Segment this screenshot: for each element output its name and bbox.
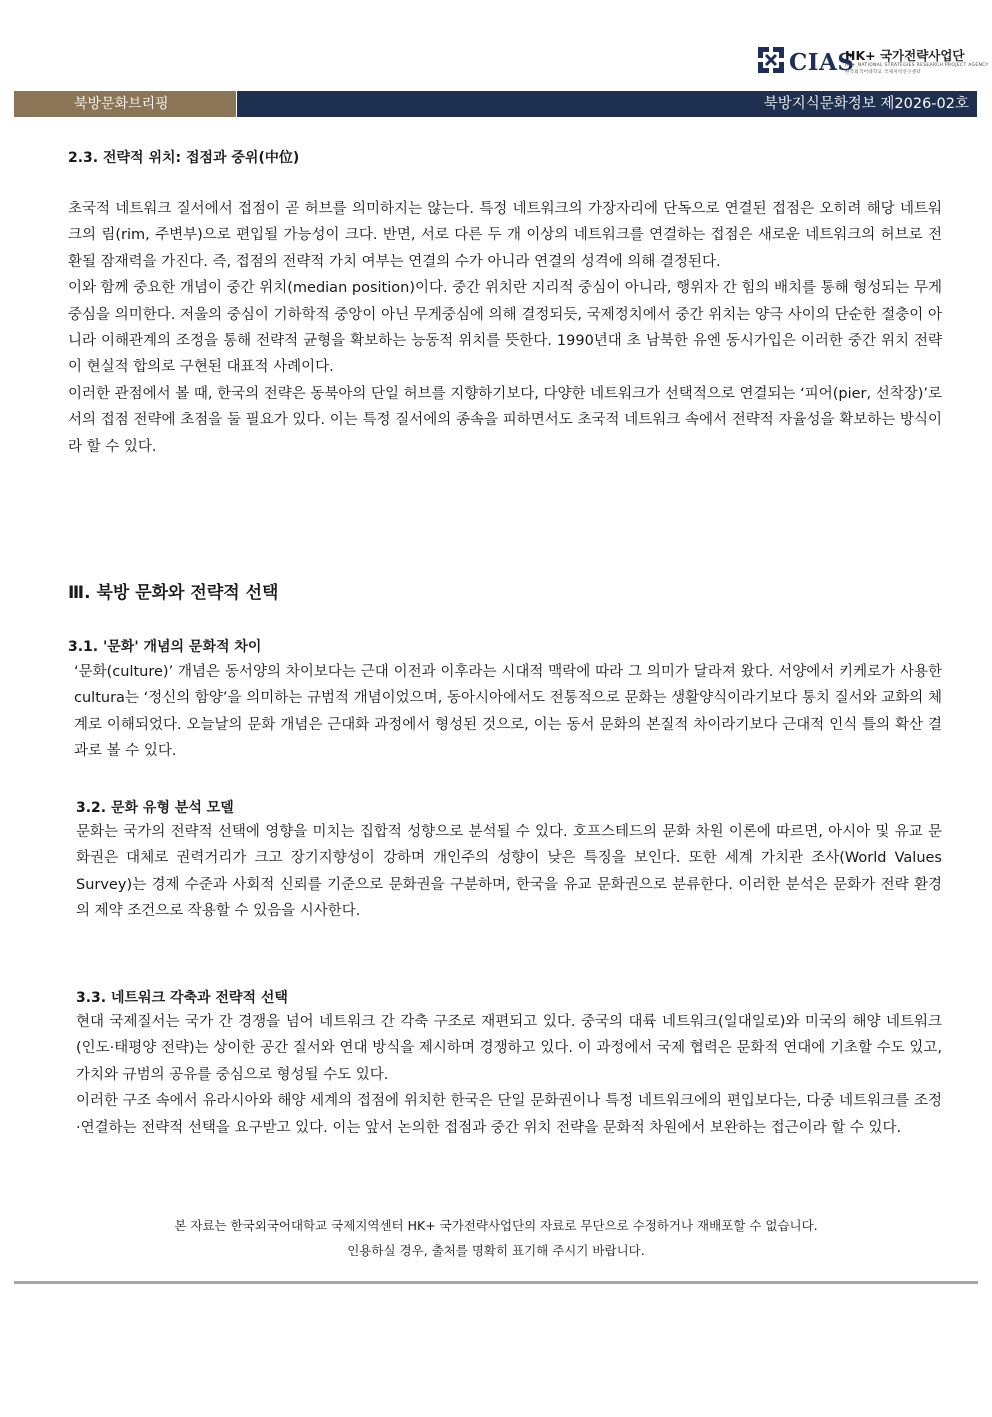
- footer-divider: [14, 1281, 978, 1284]
- cias-logo: [755, 44, 989, 80]
- chapter-3-title: Ⅲ. 북방 문화와 전략적 선택: [68, 583, 279, 603]
- paragraph: 초국적 네트워크 질서에서 접점이 곧 허브를 의미하지는 않는다. 특정 네트워크의 가장자리에 단독으로 연결된 접점은 오히려 해당 네트워크의 림(rim, 주변부)으로 편입될 가능성이 크다. 반면, 서로 다른 두 개 이상의 네트워크를 연결하는 접점은 새로운 네트워크의 허브로 전환될 잠재력을 가진다. 즉, 접점의 전략적 가치 여부는 연결의 수가 아니라 연결의 성격에 의해 결정된다.: [68, 201, 942, 270]
- section-2-3-title: 2.3. 전략적 위치: 접점과 중위(中位): [68, 150, 300, 166]
- section-3-2-text: [76, 819, 942, 925]
- header-issue-label: 북방지식문화정보 제2026-02호: [237, 91, 977, 117]
- section-3-2-title: 3.2. 문화 유형 분석 모델: [76, 800, 234, 816]
- logo-subtitle-en: HK+ NATIONAL STRATEGIES RESEARCH PROJECT AGENCY: [845, 63, 989, 68]
- logo-brand: CIAS: [789, 49, 855, 76]
- paragraph: ‘문화(culture)’ 개념은 동서양의 차이보다는 근대 이전과 이후라는 시대적 맥락에 따라 그 의미가 달라져 왔다. 서양에서 키케로가 사용한 cultura는 ‘정신의 함양’을 의미하는 규범적 개념이었으며, 동아시아에서도 전통적으로 문화는 생활양식이라기보다 통치 질서와 교화의 체계로 이해되었다. 오늘날의 문화 개념은 근대화 과정에서 형성된 것으로, 이는 동서 문화의 본질적 차이라기보다 근대적 인식 틀의 확산 결과로 볼 수 있다.: [74, 664, 942, 760]
- section-3-3-text: [76, 1009, 942, 1141]
- section-2-3-text: [68, 196, 942, 460]
- section-3-3-title: 3.3. 네트워크 각축과 전략적 선택: [76, 990, 288, 1006]
- paragraph: 이러한 관점에서 볼 때, 한국의 전략은 동북아의 단일 허브를 지향하기보다, 다양한 네트워크가 선택적으로 연결되는 ‘피어(pier, 선착장)’로서의 접점 전략에 초점을 둘 필요가 있다. 이는 특정 질서에의 종속을 피하면서도 초국적 네트워크 속에서 전략적 자율성을 확보하는 방식이라 할 수 있다.: [68, 385, 942, 455]
- paragraph: 문화는 국가의 전략적 선택에 영향을 미치는 집합적 성향으로 분석될 수 있다. 호프스테드의 문화 차원 이론에 따르면, 아시아 및 유교 문화권은 대체로 권력거리가 크고 장기지향성이 강하며 개인주의 성향이 낮은 특징을 보인다. 또한 세계 가치관 조사(World Values Survey)는 경제 수준과 사회적 신뢰를 기준으로 문화권을 구분하며, 한국을 유교 문화권으로 분류한다. 이러한 분석은 문화가 전략 환경의 제약 조건으로 작용할 수 있음을 시사한다.: [76, 824, 942, 920]
- paragraph: 현대 국제질서는 국가 간 경쟁을 넘어 네트워크 간 각축 구조로 재편되고 있다. 중국의 대륙 네트워크(일대일로)와 미국의 해양 네트워크(인도·태평양 전략)는 상이한 공간 질서와 연대 방식을 제시하며 경쟁하고 있다. 이 과정에서 국제 협력은 문화적 연대에 기초할 수도 있고, 가치와 규범의 공유를 중심으로 형성될 수도 있다.: [76, 1014, 942, 1083]
- paragraph: 이와 함께 중요한 개념이 중간 위치(median position)이다. 중간 위치란 지리적 중심이 아니라, 행위자 간 힘의 배치를 통해 형성되는 무게중심을 의미한다. 저울의 중심이 기하학적 중앙이 아닌 무게중심에 의해 결정되듯, 국제정치에서 중간 위치는 양극 사이의 단순한 절충이 아니라 이해관계의 조정을 통해 전략적 균형을 확보하는 능동적 위치를 뜻한다. 1990년대 초 남북한 유엔 동시가입은 이러한 중간 위치 전략이 현실적 합의로 구현된 대표적 사례이다.: [68, 280, 942, 376]
- section-3-1-title: 3.1. '문화' 개념의 문화적 차이: [68, 639, 262, 655]
- header-briefing-label: 북방문화브리핑: [14, 91, 236, 117]
- section-3-1-text: [74, 659, 942, 765]
- cias-emblem-icon: [755, 44, 787, 76]
- paragraph: 이러한 구조 속에서 유라시아와 해양 세계의 접점에 위치한 한국은 단일 문화권이나 특정 네트워크에의 편입보다는, 다중 네트워크를 조정·연결하는 전략적 선택을 요구받고 있다. 이는 앞서 논의한 접점과 중간 위치 전략을 문화적 차원에서 보완하는 접근이라 할 수 있다.: [76, 1093, 942, 1136]
- citation-notice: 인용하실 경우, 출처를 명확히 표기해 주시기 바랍니다.: [347, 1243, 645, 1258]
- logo-subtitle-ko: 한국외국어대학교 국제지역연구센터: [845, 70, 922, 75]
- logo-program: HK+ 국가전략사업단: [845, 48, 965, 63]
- copyright-notice: 본 자료는 한국외국어대학교 국제지역센터 HK+ 국가전략사업단의 자료로 무단으로 수정하거나 재배포할 수 없습니다.: [174, 1218, 818, 1233]
